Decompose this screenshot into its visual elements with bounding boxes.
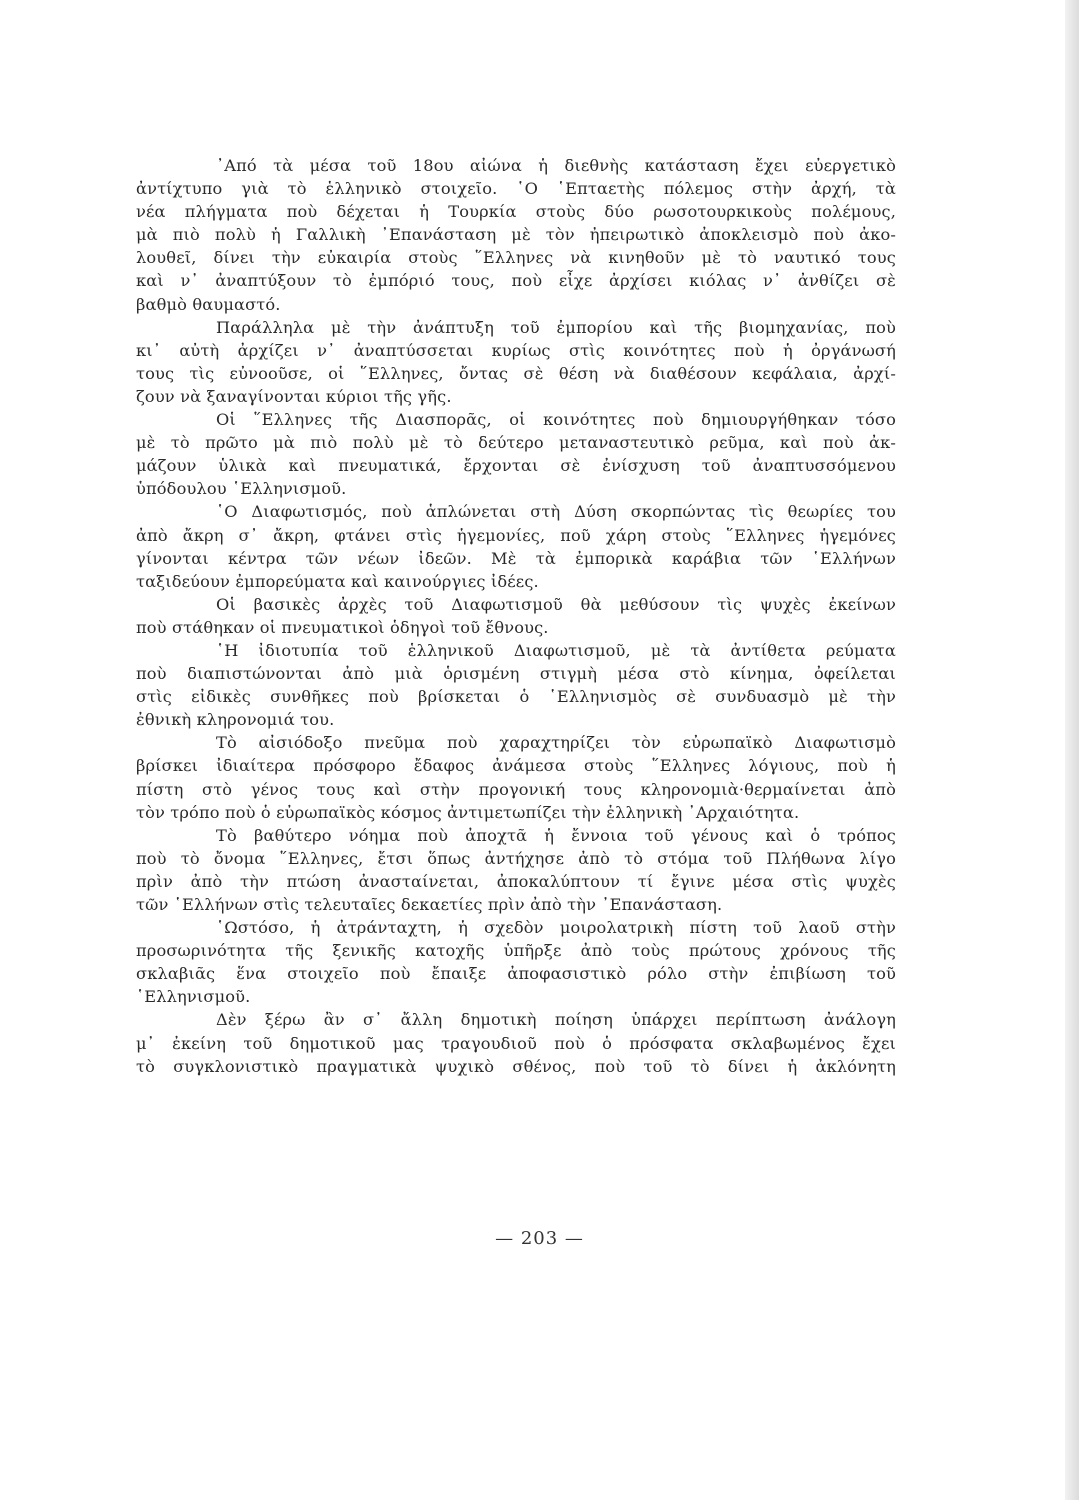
text-line: κι᾿ αὐτὴ ἀρχίζει ν᾿ ἀναπτύσσεται κυρίως στὶς κοινότητες ποὺ ἡ ὀργάνωσή xyxy=(136,340,896,360)
page-edge-shadow xyxy=(1065,0,1079,1500)
paragraph xyxy=(136,316,896,408)
text-line: μὲ τὸ πρῶτο μὰ πιὸ πολὺ μὲ τὸ δεύτερο μεταναστευτικὸ ρεῦμα, καὶ ποὺ ἀκ- xyxy=(136,433,896,453)
paragraph xyxy=(136,1008,896,1077)
text-line: τὸν τρόπο ποὺ ὁ εὐρωπαϊκὸς κόσμος ἀντιμετωπίζει τὴν ἑλληνικὴ ᾿Αρχαιότητα. xyxy=(136,802,800,822)
text-line: βρίσκει ἰδιαίτερα πρόσφορο ἔδαφος ἀνάμεσα στοὺς ῞Ελληνες λόγιους, ποὺ ἡ xyxy=(136,756,896,776)
text-line: ὑπόδουλου ῾Ελληνισμοῦ. xyxy=(136,479,347,499)
text-line: μ᾿ ἐκείνη τοῦ δημοτικοῦ μας τραγουδιοῦ ποὺ ὁ πρόσφατα σκλαβωμένος ἔχει xyxy=(136,1033,896,1053)
page-body xyxy=(136,154,896,1078)
text-line: σκλαβιᾶς ἕνα στοιχεῖο ποὺ ἔπαιξε ἀποφασιστικὸ ρόλο στὴν ἐπιβίωση τοῦ xyxy=(136,964,896,984)
text-line: Δὲν ξέρω ἂν σ᾿ ἄλλη δημοτικὴ ποίηση ὑπάρχει περίπτωση ἀνάλογη xyxy=(216,1010,896,1030)
text-line: ποὺ τὸ ὄνομα ῞Ελληνες, ἔτσι ὅπως ἀντήχησε ἀπὸ τὸ στόμα τοῦ Πλήθωνα λίγο xyxy=(136,848,896,868)
text-line: βαθμὸ θαυμαστό. xyxy=(136,294,281,314)
paragraph xyxy=(136,639,896,731)
text-line: Παράλληλα μὲ τὴν ἀνάπτυξη τοῦ ἐμπορίου καὶ τῆς βιομηχανίας, ποὺ xyxy=(216,317,896,337)
text-line: ποὺ διαπιστώνονται ἀπὸ μιὰ ὁρισμένη στιγμὴ μέσα στὸ κίνημα, ὀφείλεται xyxy=(136,664,896,684)
text-line: Τὸ βαθύτερο νόημα ποὺ ἀποχτᾶ ἡ ἔννοια τοῦ γένους καὶ ὁ τρόπος xyxy=(216,825,896,845)
text-line: ἐθνικὴ κληρονομιά του. xyxy=(136,710,335,730)
text-line: μάζουν ὑλικὰ καὶ πνευματικά, ἔρχονται σὲ ἐνίσχυση τοῦ ἀναπτυσσόμενου xyxy=(136,456,896,476)
text-line: στὶς εἰδικὲς συνθῆκες ποὺ βρίσκεται ὁ ῾Ελληνισμὸς σὲ συνδυασμὸ μὲ τὴν xyxy=(136,687,896,707)
paragraph xyxy=(136,154,896,316)
text-line: ταξιδεύουν ἐμπορεύματα καὶ καινούργιες ἰδέες. xyxy=(136,571,539,591)
text-line: Οἱ βασικὲς ἀρχὲς τοῦ Διαφωτισμοῦ θὰ μεθύσουν τὶς ψυχὲς ἐκείνων xyxy=(216,594,896,614)
text-line: τους τὶς εὐνοοῦσε, οἱ ῞Ελληνες, ὄντας σὲ θέση νὰ διαθέσουν κεφάλαια, ἀρχί- xyxy=(136,363,896,383)
text-line: ἀπὸ ἄκρη σ᾿ ἄκρη, φτάνει στὶς ἡγεμονίες, ποῦ χάρη στοὺς ῞Ελληνες ἡγεμόνες xyxy=(136,525,896,545)
text-line: Οἱ ῞Ελληνες τῆς Διασπορᾶς, οἱ κοινότητες ποὺ δημιουργήθηκαν τόσο xyxy=(216,410,896,430)
text-line: λουθεῖ, δίνει τὴν εὐκαιρία στοὺς ῞Ελληνες νὰ κινηθοῦν μὲ τὸ ναυτικό τους xyxy=(136,248,896,268)
text-line: ῾Ο Διαφωτισμός, ποὺ ἁπλώνεται στὴ Δύση σκορπώντας τὶς θεωρίες του xyxy=(216,502,896,522)
paragraph xyxy=(136,408,896,500)
text-line: ᾿Από τὰ μέσα τοῦ 18ου αἰώνα ἡ διεθνὴς κατάσταση ἔχει εὐεργετικὸ xyxy=(216,156,896,175)
text-line: πίστη στὸ γένος τους καὶ στὴν προγονική τους κληρονομιὰ·θερμαίνεται ἀπὸ xyxy=(136,779,896,799)
text-line: ἀντίχτυπο γιὰ τὸ ἑλληνικὸ στοιχεῖο. ῾Ο ῾Επταετὴς πόλεμος στὴν ἀρχή, τὰ xyxy=(136,179,896,199)
text-line: ῾Ελληνισμοῦ. xyxy=(136,987,251,1007)
text-line: καὶ ν᾿ ἀναπτύξουν τὸ ἐμπόριό τους, ποὺ εἶχε ἀρχίσει κιόλας ν᾿ ἀνθίζει σὲ xyxy=(136,271,896,291)
paragraph xyxy=(136,593,896,639)
text-line: νέα πλήγματα ποὺ δέχεται ἡ Τουρκία στοὺς δύο ρωσοτουρκικοὺς πολέμους, xyxy=(136,202,896,222)
paragraph xyxy=(136,500,896,592)
text-line: γίνονται κέντρα τῶν νέων ἰδεῶν. Μὲ τὰ ἐμπορικὰ καράβια τῶν ῾Ελλήνων xyxy=(136,548,896,568)
paragraph xyxy=(136,916,896,1008)
text-line: πρὶν ἀπὸ τὴν πτώση ἀνασταίνεται, ἀποκαλύπτουν τί ἔγινε μέσα στὶς ψυχὲς xyxy=(136,871,896,891)
text-line: Τὸ αἰσιόδοξο πνεῦμα ποὺ χαραχτηρίζει τὸν εὐρωπαϊκὸ Διαφωτισμὸ xyxy=(216,733,896,753)
paragraph xyxy=(136,731,896,823)
text-line: μὰ πιὸ πολὺ ἡ Γαλλικὴ ᾿Επανάσταση μὲ τὸν ἠπειρωτικὸ ἀποκλεισμὸ ποὺ ἀκο- xyxy=(136,225,896,245)
text-line: τῶν ῾Ελλήνων στὶς τελευταῖες δεκαετίες πρὶν ἀπὸ τὴν ᾿Επανάσταση. xyxy=(136,895,723,914)
text-line: τὸ συγκλονιστικὸ πραγματικὰ ψυχικὸ σθένος, ποὺ τοῦ τὸ δίνει ἡ ἀκλόνητη xyxy=(136,1056,896,1076)
text-line: ποὺ στάθηκαν οἱ πνευματικοὶ ὁδηγοὶ τοῦ ἔθνους. xyxy=(136,617,549,637)
text-line: ζουν νὰ ξαναγίνονται κύριοι τῆς γῆς. xyxy=(136,386,452,406)
text-line: προσωρινότητα τῆς ξενικῆς κατοχῆς ὑπῆρξε ἀπὸ τοὺς πρώτους χρόνους τῆς xyxy=(136,941,896,961)
text-line: ῾Ωστόσο, ἡ ἀτράνταχτη, ἡ σχεδὸν μοιρολατρικὴ πίστη τοῦ λαοῦ στὴν xyxy=(216,918,896,938)
page-number: — 203 — xyxy=(495,1228,584,1249)
paragraph xyxy=(136,824,896,916)
text-line: ῾Η ἰδιοτυπία τοῦ ἑλληνικοῦ Διαφωτισμοῦ, μὲ τὰ ἀντίθετα ρεύματα xyxy=(216,640,896,660)
